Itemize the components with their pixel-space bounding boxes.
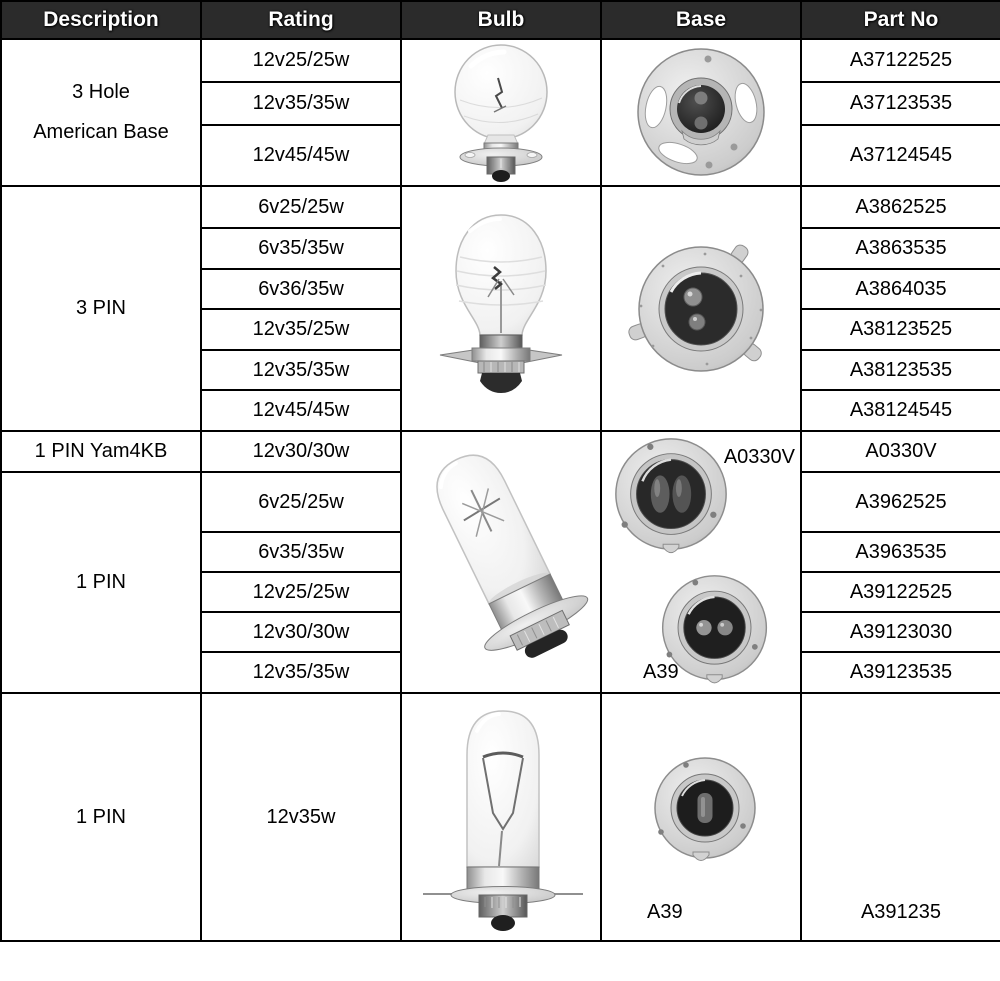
rating-cell: 6v25/25w	[201, 186, 401, 228]
tilted-tube-bulb-icon	[402, 433, 601, 691]
three-hole-base-icon	[634, 45, 769, 180]
part-no-cell: A3963535	[801, 532, 1000, 572]
group4-part-no-cell	[801, 693, 1000, 941]
group3-bulb-cell	[401, 431, 601, 693]
description-line: American Base	[33, 121, 169, 143]
col-header-description: Description	[1, 1, 201, 39]
rating-cell: 12v30/30w	[201, 431, 401, 472]
col-header-bulb: Bulb	[401, 1, 601, 39]
group1-description-cell	[1, 39, 201, 186]
rating-cell: 12v35/25w	[201, 309, 401, 350]
part-no-cell: A37124545	[801, 125, 1000, 186]
part-no-cell: A38123535	[801, 350, 1000, 390]
part-no-cell: A0330V	[801, 431, 1000, 472]
group3-description-rest-cell: 1 PIN	[1, 472, 201, 693]
upright-tube-bulb-icon	[419, 701, 584, 933]
col-header-rating: Rating	[201, 1, 401, 39]
part-no-cell: A39123535	[801, 652, 1000, 693]
group4-description-cell: 1 PIN	[1, 693, 201, 941]
part-no-cell: A3864035	[801, 269, 1000, 309]
base-label-a39: A39	[647, 901, 683, 923]
group4-bulb-cell	[401, 693, 601, 941]
rating-cell: 12v45/45w	[201, 390, 401, 431]
group1-bulb-cell	[401, 39, 601, 186]
group3-description-row1-cell: 1 PIN Yam4KB	[1, 431, 201, 472]
group2-bulb-cell	[401, 186, 601, 431]
rating-cell: 12v25/25w	[201, 572, 401, 612]
part-no-cell: A3863535	[801, 228, 1000, 269]
group1-base-cell	[601, 39, 801, 186]
group2-base-cell	[601, 186, 801, 431]
table-row	[1, 39, 1000, 82]
rating-cell: 12v30/30w	[201, 612, 401, 652]
header-row	[1, 1, 1000, 39]
round-globe-bulb-icon	[436, 40, 566, 185]
table-row	[1, 431, 1000, 472]
part-no-cell: A38124545	[801, 390, 1000, 431]
base-a0330v-icon	[607, 434, 735, 562]
part-no-cell: A39122525	[801, 572, 1000, 612]
part-no-cell: A37122525	[801, 39, 1000, 82]
rating-cell: 12v35w	[201, 693, 401, 941]
col-header-base: Base	[601, 1, 801, 39]
base-label-a0330v: A0330V	[723, 446, 795, 468]
rating-cell: 6v35/35w	[201, 532, 401, 572]
group4-base-cell	[601, 693, 801, 941]
part-no-value: A391235	[860, 901, 942, 923]
part-no-cell: A3862525	[801, 186, 1000, 228]
three-pin-base-icon	[611, 234, 791, 384]
col-header-part-no: Part No	[801, 1, 1000, 39]
rating-cell: 6v35/35w	[201, 228, 401, 269]
rating-cell: 12v25/25w	[201, 39, 401, 82]
part-no-cell: A39123030	[801, 612, 1000, 652]
table-row	[1, 186, 1000, 228]
group2-description-cell: 3 PIN	[1, 186, 201, 431]
part-no-cell: A38123525	[801, 309, 1000, 350]
rating-cell: 12v45/45w	[201, 125, 401, 186]
pear-bulb-icon	[426, 209, 576, 409]
rating-cell: 6v36/35w	[201, 269, 401, 309]
rating-cell: 12v35/35w	[201, 82, 401, 124]
table-row	[1, 693, 1000, 941]
rating-cell: 6v25/25w	[201, 472, 401, 532]
rating-cell: 12v35/35w	[201, 652, 401, 693]
rating-cell: 12v35/35w	[201, 350, 401, 390]
part-no-cell: A3962525	[801, 472, 1000, 532]
base-a39-single-icon	[649, 756, 761, 868]
base-label-a39: A39	[643, 661, 679, 683]
description-line: 3 Hole	[72, 81, 130, 103]
group3-base-cell	[601, 431, 801, 693]
part-no-cell: A37123535	[801, 82, 1000, 124]
